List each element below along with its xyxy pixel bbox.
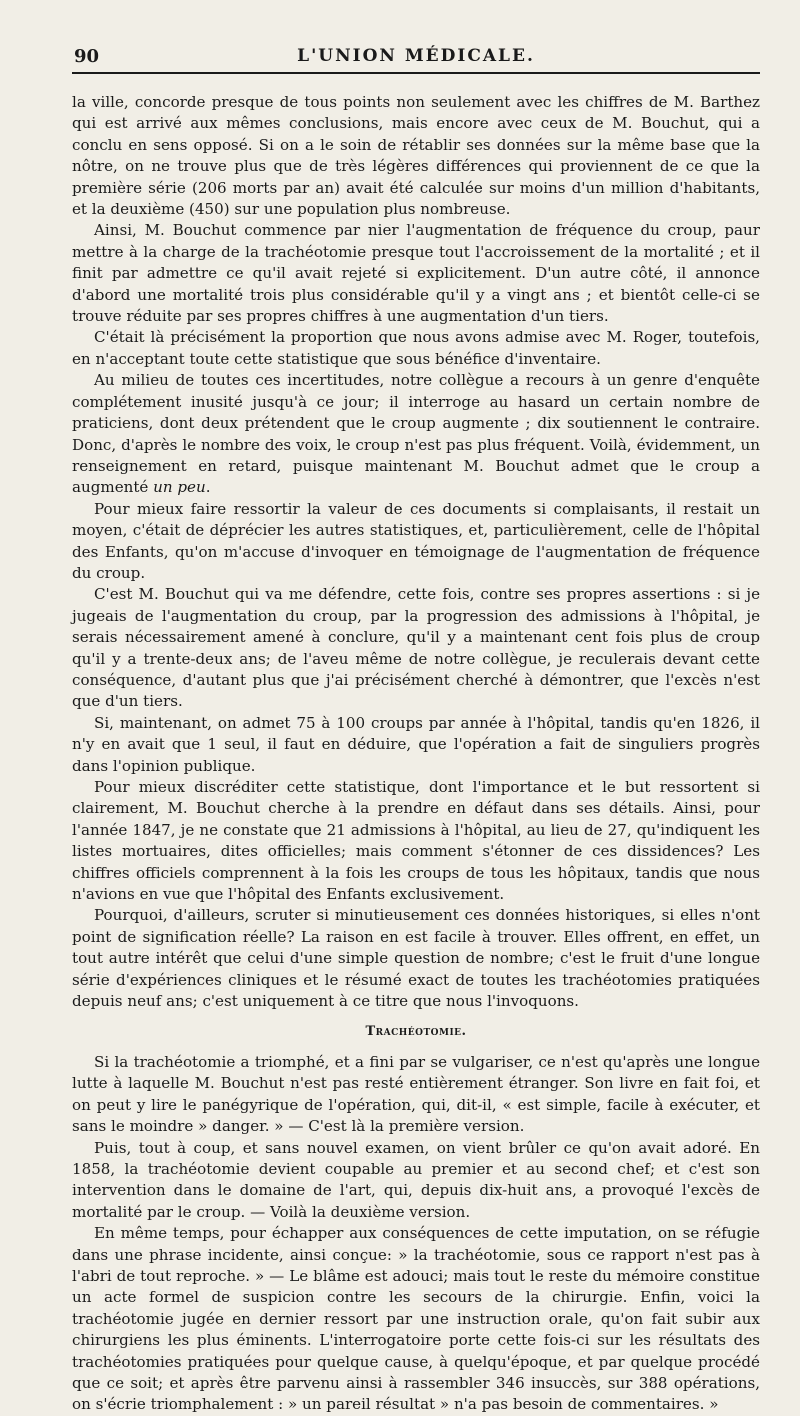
header-rule	[72, 72, 760, 74]
paragraph: Ainsi, M. Bouchut commence par nier l'augmentation de fréquence du croup, paur mettre à la charge de la trachéotomie presque tout l'accroissement de la mortalité ; et il finit par admettre ce qu'il avait rejeté si explicitement. D'un autre côté, il annonce d'abord une mortalité trois plus considérable qu'il y a vingt ans ; et bientôt celle-ci se trouve réduite par ses propres chiffres à une augmentation d'un tiers.	[72, 221, 760, 326]
journal-title: L'UNION MÉDICALE.	[297, 46, 535, 66]
paragraph: Pourquoi, d'ailleurs, scruter si minutieusement ces données historiques, si elles n'ont point de signification réelle? La raison en est facile à trouver. Elles offrent, en effet, un tout autre intérêt que celui d'une simple question de nombre; c'est le fruit d'une longue série d'expériences cliniques et le résumé exact de toutes les trachéotomies pratiquées depuis neuf ans; c'est uniquement à ce titre que nous l'invoquons.	[72, 906, 760, 1011]
body-text	[72, 92, 760, 1416]
paragraph: C'est M. Bouchut qui va me défendre, cette fois, contre ses propres assertions : si je jugeais de l'augmentation du croup, par la progression des admissions à l'hôpital, je serais nécessairement amené à conclure, qu'il y a maintenant cent fois plus de croup qu'il y a trente-deux ans; de l'aveu même de notre collègue, je reculerais devant cette conséquence, d'autant plus que j'ai précisément cherché à démontrer, que l'excès n'est que d'un tiers.	[72, 585, 760, 711]
emphasis-text: un peu	[153, 478, 206, 497]
paragraph: En même temps, pour échapper aux conséquences de cette imputation, on se réfugie dans une phrase incidente, ainsi conçue: » la trachéotomie, sous ce rapport n'est pas à l'abri de tout reproche. » — Le blâme est adouci; mais tout le reste du mémoire constitue un acte formel de suspicion contre les secours de la chirurgie. Enfin, voici la trachéotomie jugée en dernier ressort par une instruction orale, qu'on fait subir aux chirurgiens les plus éminents. L'interrogatoire porte cette fois-ci sur les résultats des trachéotomies pratiquées pour quelque cause, à quelqu'époque, et par quelque procédé que ce soit; et après être parvenu ainsi à rassembler 346 insuccès, sur 388 opérations, on s'écrie triomphalement : » un pareil résultat » n'a pas besoin de commentaires. »	[72, 1224, 760, 1414]
paragraph: Pour mieux faire ressortir la valeur de ces documents si complaisants, il restait un moyen, c'était de déprécier les autres statistiques, et, particulièrement, celle de l'hôpital des Enfants, qu'on m'accuse d'invoquer en témoignage de l'augmentation de fréquence du croup.	[72, 499, 760, 582]
paragraph: Puis, tout à coup, et sans nouvel examen, on vient brûler ce qu'on avait adoré. En 1858, la trachéotomie devient coupable au premier et au second chef; et c'est son intervention dans le domaine de l'art, qui, depuis dix-huit ans, a provoqué l'excès de mortalité par le croup. — Voilà la deuxième version.	[72, 1138, 760, 1221]
section-heading: Trachéotomie.	[365, 1024, 467, 1040]
paragraph: Si la trachéotomie a triomphé, et a fini par se vulgariser, ce n'est qu'après une longue lutte à laquelle M. Bouchut n'est pas resté entièrement étranger. Son livre en fait foi, et on peut y lire le panégyrique de l'opération, qui, dit-il, « est simple, facile à exécuter, et sans le moindre » danger. » — C'est là la première version.	[72, 1052, 760, 1136]
running-head	[72, 42, 760, 72]
paragraph: Pour mieux discréditer cette statistique, dont l'importance et le but ressortent si clairement, M. Bouchut cherche à la prendre en défaut dans ses détails. Ainsi, pour l'année 1847, je ne constate que 21 admissions à l'hôpital, au lieu de 27, qu'indiquent les listes mortuaires, dites officielles; mais comment s'étonner de ces dissidences? Les chiffres officiels comprennent à la fois les croups de tous les hôpitaux, tandis que nous n'avions en vue que l'hôpital des Enfants exclusivement.	[72, 778, 760, 904]
paragraph-text: Au milieu de toutes ces incertitudes, notre collègue a recours à un genre d'enquête complétement inusité jusqu'à ce jour; il interroge au hasard un certain nombre de praticiens, dont deux prétendent que le croup augmente ; dix soutiennent le contraire. Donc, d'après le nombre des voix, le croup n'est pas plus fréquent. Voilà, évidemment, un renseignement en retard, puisque maintenant M. Bouchut admet que le croup a augmenté	[72, 371, 760, 497]
paragraph-text-end: .	[205, 478, 211, 497]
paragraph: C'était là précisément la proportion que nous avons admise avec M. Roger, toutefois, en n'acceptant toute cette statistique que sous bénéfice d'inventaire.	[72, 328, 760, 368]
page-number: 90	[74, 46, 100, 67]
paragraph	[72, 370, 760, 498]
paragraph: la ville, concorde presque de tous points non seulement avec les chiffres de M. Barthez qui est arrivé aux mêmes conclusions, mais encore avec ceux de M. Bouchut, qui a conclu en sens opposé. Si on a le soin de rétablir ses données sur la même base que la nôtre, on ne trouve plus que de très légères différences qui proviennent de ce que la première série (206 morts par an) avait été calculée sur moins d'un million d'habitants, et la deuxième (450) sur une population plus nombreuse.	[72, 93, 760, 219]
paragraph: Si, maintenant, on admet 75 à 100 croups par année à l'hôpital, tandis qu'en 1826, il n'y en avait que 1 seul, il faut en déduire, que l'opération a fait de singuliers progrès dans l'opinion publique.	[72, 713, 760, 775]
